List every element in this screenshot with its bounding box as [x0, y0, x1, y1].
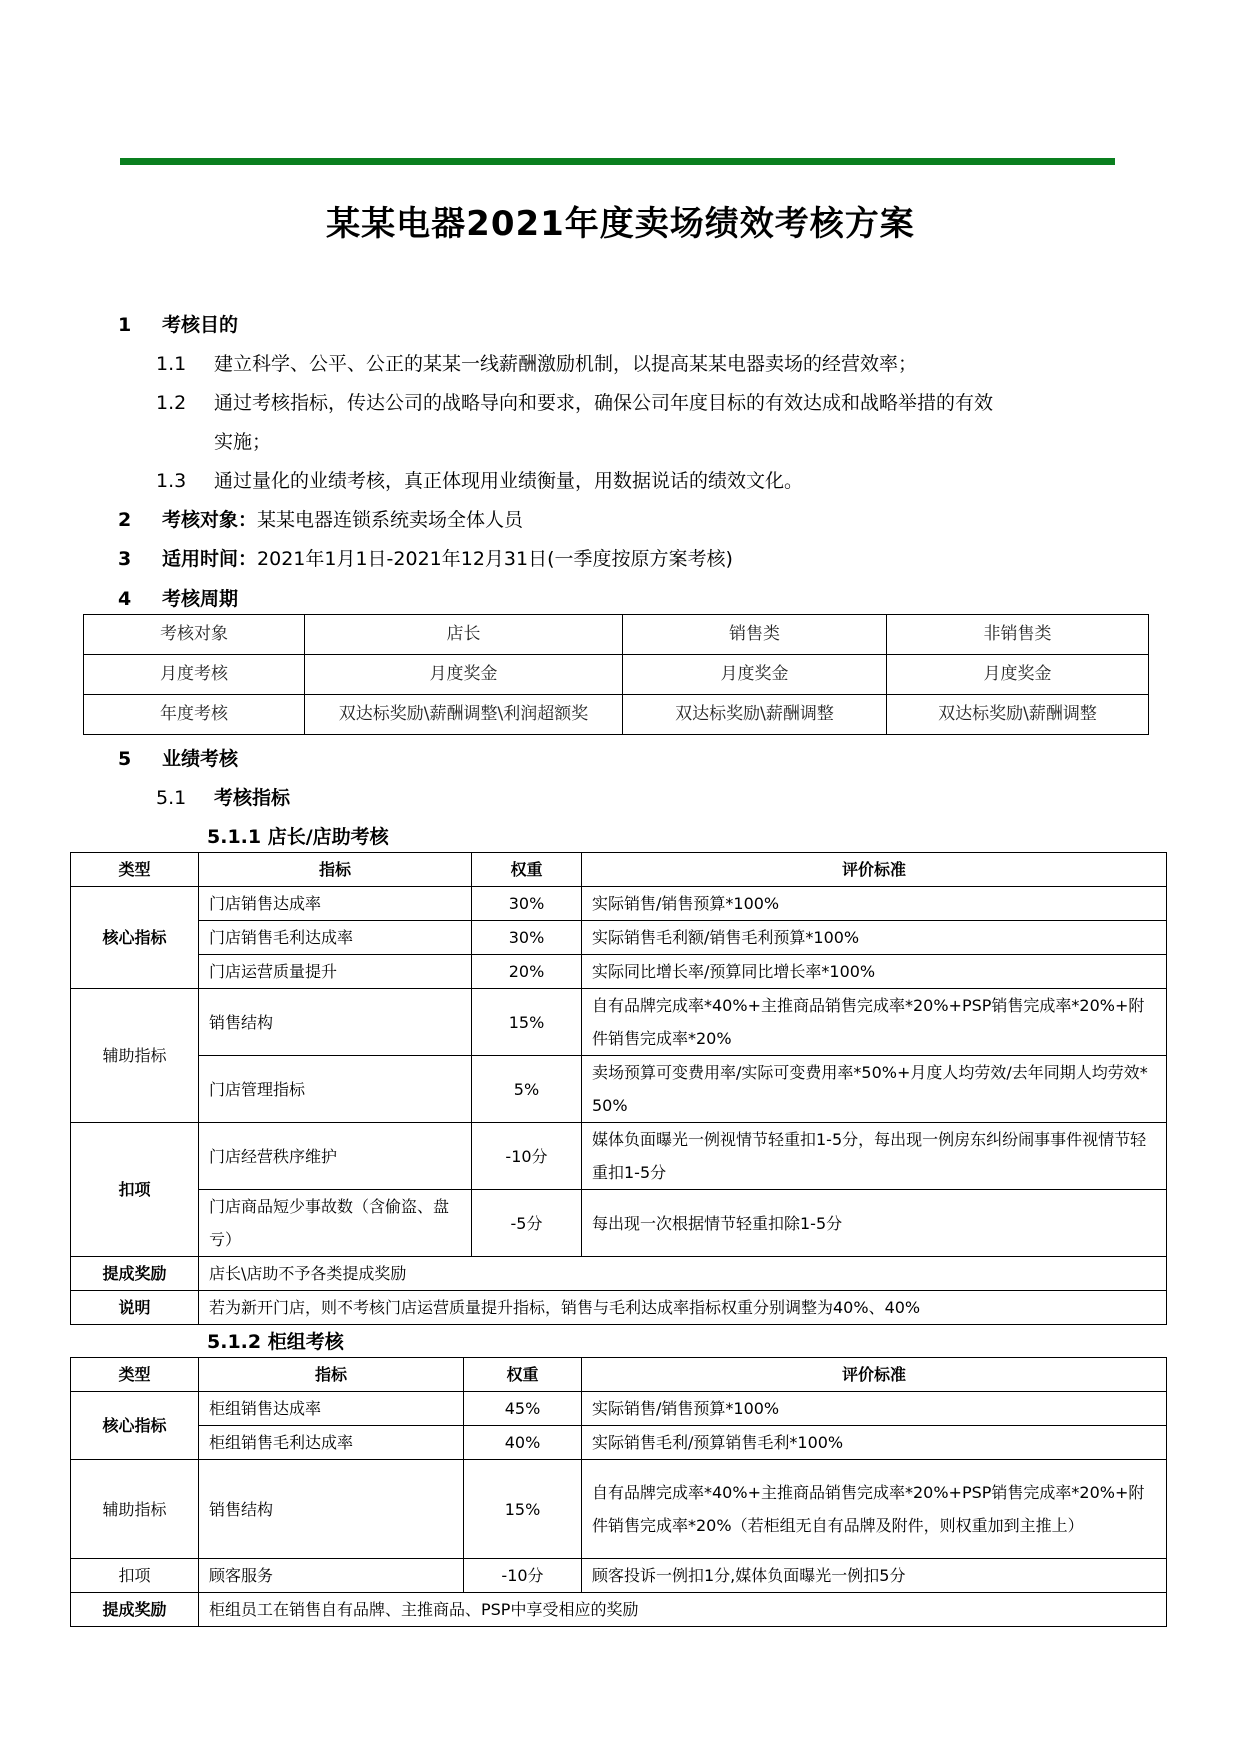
criteria-cell: 自有品牌完成率*40%+主推商品销售完成率*20%+PSP销售完成率*20%+附件销售完成率*20%（若柜组无自有品牌及附件，则权重加到主推上） [582, 1460, 1167, 1559]
weight-cell: 20% [472, 955, 582, 989]
table-row [71, 1392, 1167, 1426]
metric-cell: 门店运营质量提升 [199, 955, 472, 989]
weight-cell: 5% [472, 1056, 582, 1123]
weight-cell: 30% [472, 921, 582, 955]
metric-cell: 门店经营秩序维护 [199, 1123, 472, 1190]
subsubsection-heading: 5.1.2 柜组考核 [207, 1331, 344, 1353]
header-cell: 类型 [71, 1358, 199, 1392]
table-row [71, 887, 1167, 921]
bonus-cell: 店长\店助不予各类提成奖励 [199, 1257, 1167, 1291]
type-cell: 核心指标 [71, 887, 199, 989]
table-row [84, 655, 1149, 695]
table-row [84, 695, 1149, 735]
criteria-cell: 自有品牌完成率*40%+主推商品销售完成率*20%+PSP销售完成率*20%+附件销售完成率*20% [582, 989, 1167, 1056]
criteria-cell: 媒体负面曝光一例视情节轻重扣1-5分，每出现一例房东纠纷闹事事件视情节轻重扣1-5分 [582, 1123, 1167, 1190]
section-number: 2 [118, 509, 132, 531]
weight-cell: 15% [464, 1460, 582, 1559]
table-cell: 年度考核 [84, 695, 305, 735]
table-row [71, 921, 1167, 955]
weight-cell: -10分 [464, 1559, 582, 1593]
criteria-cell: 每出现一次根据情节轻重扣除1-5分 [582, 1190, 1167, 1257]
type-cell: 辅助指标 [71, 989, 199, 1123]
type-cell: 辅助指标 [71, 1460, 199, 1559]
header-cell: 评价标准 [582, 853, 1167, 887]
criteria-cell: 卖场预算可变费用率/实际可变费用率*50%+月度人均劳效/去年同期人均劳效*50% [582, 1056, 1167, 1123]
table-row [71, 989, 1167, 1056]
weight-cell: 40% [464, 1426, 582, 1460]
table-row [71, 1190, 1167, 1257]
table-row [84, 615, 1149, 655]
table-row [71, 1123, 1167, 1190]
section-text: 某某电器连锁系统卖场全体人员 [257, 509, 524, 531]
type-cell: 说明 [71, 1291, 199, 1325]
paragraph: 建立科学、公平、公正的某某一线薪酬激励机制，以提高某某电器卖场的经营效率； [214, 353, 918, 375]
criteria-cell: 顾客投诉一例扣1分,媒体负面曝光一例扣5分 [582, 1559, 1167, 1593]
header-cell: 指标 [199, 853, 472, 887]
section-heading: 考核对象： [162, 509, 258, 531]
table-row [71, 1593, 1167, 1627]
metric-cell: 柜组销售毛利达成率 [199, 1426, 464, 1460]
type-cell: 扣项 [71, 1123, 199, 1257]
section-line [162, 508, 523, 532]
top-green-rule [120, 158, 1115, 165]
table-header-row [71, 853, 1167, 887]
weight-cell: 45% [464, 1392, 582, 1426]
criteria-cell: 实际同比增长率/预算同比增长率*100% [582, 955, 1167, 989]
metric-cell: 门店管理指标 [199, 1056, 472, 1123]
table-cell: 考核对象 [84, 615, 305, 655]
weight-cell: 15% [472, 989, 582, 1056]
table-cell: 非销售类 [887, 615, 1149, 655]
type-cell: 核心指标 [71, 1392, 199, 1460]
metric-cell: 门店销售达成率 [199, 887, 472, 921]
weight-cell: -5分 [472, 1190, 582, 1257]
subsection-number: 1.3 [156, 470, 187, 492]
table-row [71, 1426, 1167, 1460]
table-row [71, 1257, 1167, 1291]
page-title: 某某电器2021年度卖场绩效考核方案 [326, 204, 915, 244]
header-cell: 权重 [472, 853, 582, 887]
cycle-table [83, 614, 1149, 735]
table-cell: 双达标奖励\薪酬调整\利润超额奖 [305, 695, 623, 735]
table-cell: 店长 [305, 615, 623, 655]
section-number: 1 [118, 314, 132, 336]
table-cell: 月度奖金 [887, 655, 1149, 695]
weight-cell: 30% [472, 887, 582, 921]
table-row [71, 1460, 1167, 1559]
metric-cell: 柜组销售达成率 [199, 1392, 464, 1426]
subsection-heading: 考核指标 [214, 787, 291, 809]
type-cell: 扣项 [71, 1559, 199, 1593]
paragraph: 通过考核指标，传达公司的战略导向和要求，确保公司年度目标的有效达成和战略举措的有效 [214, 392, 994, 414]
table-row [71, 1056, 1167, 1123]
subsection-number: 5.1 [156, 787, 187, 809]
criteria-cell: 实际销售/销售预算*100% [582, 1392, 1167, 1426]
table-cell: 月度考核 [84, 655, 305, 695]
metric-cell: 门店销售毛利达成率 [199, 921, 472, 955]
manager-assessment-table [70, 852, 1167, 1325]
header-cell: 权重 [464, 1358, 582, 1392]
section-number: 4 [118, 588, 132, 610]
metric-cell: 门店商品短少事故数（含偷盗、盘亏） [199, 1190, 472, 1257]
type-cell: 提成奖励 [71, 1257, 199, 1291]
bonus-cell: 柜组员工在销售自有品牌、主推商品、PSP中享受相应的奖励 [199, 1593, 1167, 1627]
subsection-number: 1.1 [156, 353, 187, 375]
section-number: 5 [118, 748, 132, 770]
metric-cell: 销售结构 [199, 989, 472, 1056]
section-heading: 适用时间： [162, 548, 258, 570]
table-cell: 双达标奖励\薪酬调整 [887, 695, 1149, 735]
section-heading: 考核目的 [162, 314, 239, 336]
weight-cell: -10分 [472, 1123, 582, 1190]
table-row [71, 955, 1167, 989]
type-cell: 提成奖励 [71, 1593, 199, 1627]
header-cell: 评价标准 [582, 1358, 1167, 1392]
table-cell: 双达标奖励\薪酬调整 [623, 695, 887, 735]
table-cell: 月度奖金 [623, 655, 887, 695]
criteria-cell: 实际销售毛利额/销售毛利预算*100% [582, 921, 1167, 955]
table-row [71, 1559, 1167, 1593]
criteria-cell: 实际销售/销售预算*100% [582, 887, 1167, 921]
table-cell: 销售类 [623, 615, 887, 655]
header-cell: 类型 [71, 853, 199, 887]
section-heading: 业绩考核 [162, 748, 239, 770]
table-row [71, 1291, 1167, 1325]
table-cell: 月度奖金 [305, 655, 623, 695]
paragraph-continued: 实施； [214, 431, 272, 453]
section-number: 3 [118, 548, 132, 570]
criteria-cell: 实际销售毛利/预算销售毛利*100% [582, 1426, 1167, 1460]
section-heading: 考核周期 [162, 588, 239, 610]
table-header-row [71, 1358, 1167, 1392]
metric-cell: 顾客服务 [199, 1559, 464, 1593]
note-cell: 若为新开门店，则不考核门店运营质量提升指标，销售与毛利达成率指标权重分别调整为40%、40% [199, 1291, 1167, 1325]
section-text: 2021年1月1日-2021年12月31日(一季度按原方案考核) [257, 548, 733, 570]
metric-cell: 销售结构 [199, 1460, 464, 1559]
paragraph: 通过量化的业绩考核，真正体现用业绩衡量，用数据说话的绩效文化。 [214, 470, 804, 492]
subsection-number: 1.2 [156, 392, 187, 414]
subsubsection-heading: 5.1.1 店长/店助考核 [207, 826, 389, 848]
section-line [162, 547, 733, 571]
counter-assessment-table [70, 1357, 1167, 1627]
header-cell: 指标 [199, 1358, 464, 1392]
